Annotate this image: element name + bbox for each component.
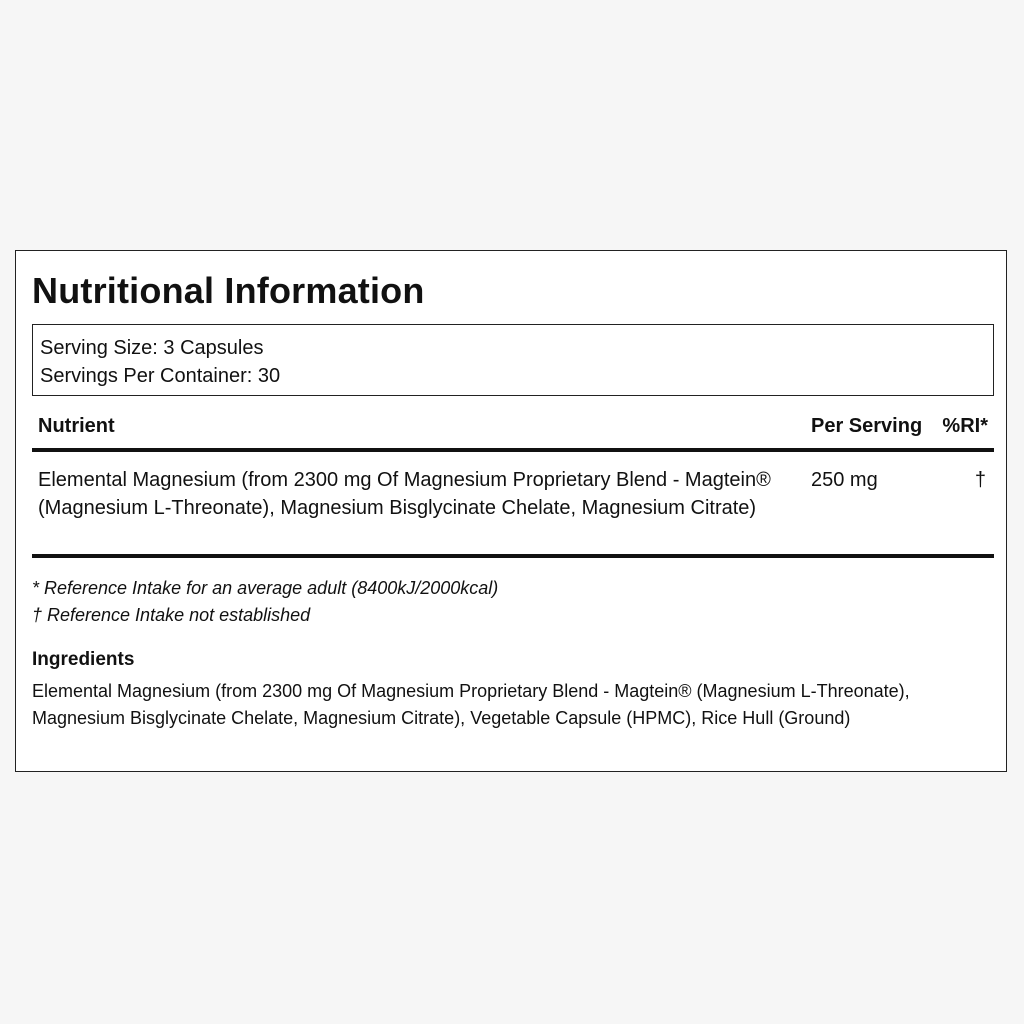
serving-size: Serving Size: 3 Capsules: [40, 337, 264, 359]
header-ri: %RI*: [942, 415, 988, 437]
footnotes: [32, 575, 498, 629]
header-per-serving: Per Serving: [811, 415, 923, 437]
footnote-reference-intake: * Reference Intake for an average adult (8400kJ/2000kcal): [32, 578, 499, 598]
servings-per-container: Servings Per Container: 30: [40, 365, 281, 387]
row-per-serving: 250 mg: [811, 469, 878, 491]
row-nutrient-name: Elemental Magnesium (from 2300 mg Of Magnesium Proprietary Blend - Magtein® (Magnesium L-Threonate), Magnesium Bisglycinate Chelate, Magnesium Citrate): [38, 469, 771, 519]
nutrient-table-header: [32, 413, 994, 452]
ingredients-title: Ingredients: [32, 649, 135, 670]
nutrition-panel: [15, 250, 1007, 772]
ingredients-text: Elemental Magnesium (from 2300 mg Of Magnesium Proprietary Blend - Magtein® (Magnesium L-Threonate), Magnesium Bisglycinate Chelate, Magnesium Citrate), Vegetable Capsule (HPMC), Rice Hull (Ground): [32, 681, 910, 728]
footnote-not-established: † Reference Intake not established: [32, 605, 311, 625]
row-ri: †: [974, 469, 986, 491]
header-nutrient: Nutrient: [38, 415, 115, 437]
panel-title: Nutritional Information: [32, 270, 425, 311]
table-row: [32, 464, 994, 558]
serving-info-box: [32, 324, 994, 396]
